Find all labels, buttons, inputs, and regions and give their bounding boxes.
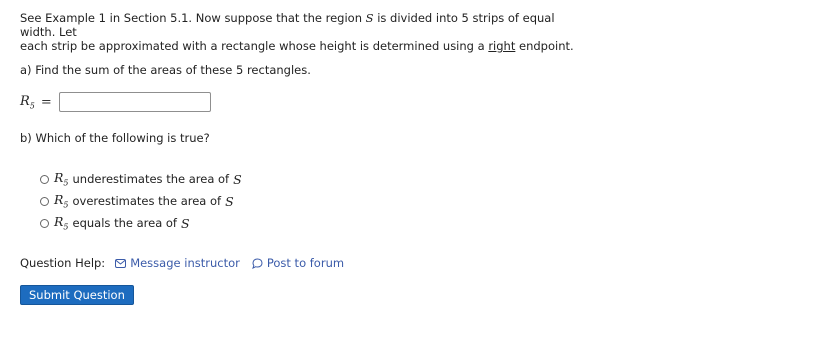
- intro-text-2a: each strip be approximated with a rectangle whose height is determined using a: [20, 39, 489, 53]
- radio-button[interactable]: [40, 219, 49, 228]
- choice-s-var: S: [233, 171, 242, 187]
- radio-button[interactable]: [40, 175, 49, 184]
- question-text: [20, 11, 580, 53]
- choice-r-sub: 5: [63, 222, 69, 232]
- part-b-prompt: b) Which of the following is true?: [20, 131, 210, 145]
- message-instructor-link[interactable]: [115, 256, 240, 270]
- choice-r-var: R: [54, 192, 64, 208]
- choice-s-var: S: [180, 215, 190, 231]
- r-var: R: [20, 93, 30, 109]
- r5-label: [20, 94, 35, 111]
- choice-s-var: S: [225, 193, 234, 209]
- r-sub: 5: [29, 101, 35, 111]
- choice-text: underestimates the area of: [72, 172, 230, 186]
- intro-text-2b: endpoint.: [515, 39, 574, 53]
- choice-equals[interactable]: [40, 213, 580, 233]
- choice-r-sub: 5: [63, 178, 69, 188]
- choice-r-label: [54, 214, 69, 232]
- intro-text-1a: See Example 1 in Section 5.1. Now suppose that the region: [20, 11, 366, 25]
- speech-bubble-icon: [252, 258, 263, 269]
- question-help-label: Question Help:: [20, 256, 106, 270]
- choice-r-var: R: [54, 170, 64, 186]
- part-a-prompt: a) Find the sum of the areas of these 5 rectangles.: [20, 63, 311, 77]
- choice-list: [40, 169, 580, 233]
- choice-r-label: [54, 192, 69, 210]
- choice-r-sub: 5: [63, 200, 69, 210]
- post-to-forum-text[interactable]: Post to forum: [266, 256, 345, 270]
- radio-button[interactable]: [40, 197, 49, 206]
- choice-overestimates[interactable]: [40, 191, 580, 211]
- part-a-answer-row: [20, 90, 580, 114]
- message-instructor-text[interactable]: Message instructor: [130, 256, 240, 270]
- equals-sign: =: [40, 94, 52, 110]
- answer-input[interactable]: [59, 92, 211, 112]
- intro-underlined-word: right: [488, 39, 516, 53]
- choice-underestimates[interactable]: [40, 169, 580, 189]
- choice-text: equals the area of: [72, 216, 177, 230]
- intro-text-1b: is divided into 5 strips of equal width. Let: [20, 11, 555, 39]
- submit-question-button[interactable]: Submit Question: [20, 285, 134, 305]
- question-container: [20, 11, 580, 305]
- post-to-forum-link[interactable]: [252, 256, 344, 270]
- question-help: [20, 255, 580, 271]
- choice-text: overestimates the area of: [72, 194, 222, 208]
- choice-r-var: R: [54, 214, 64, 230]
- region-variable: S: [365, 11, 374, 25]
- envelope-icon: [115, 259, 126, 268]
- choice-r-label: [54, 170, 69, 188]
